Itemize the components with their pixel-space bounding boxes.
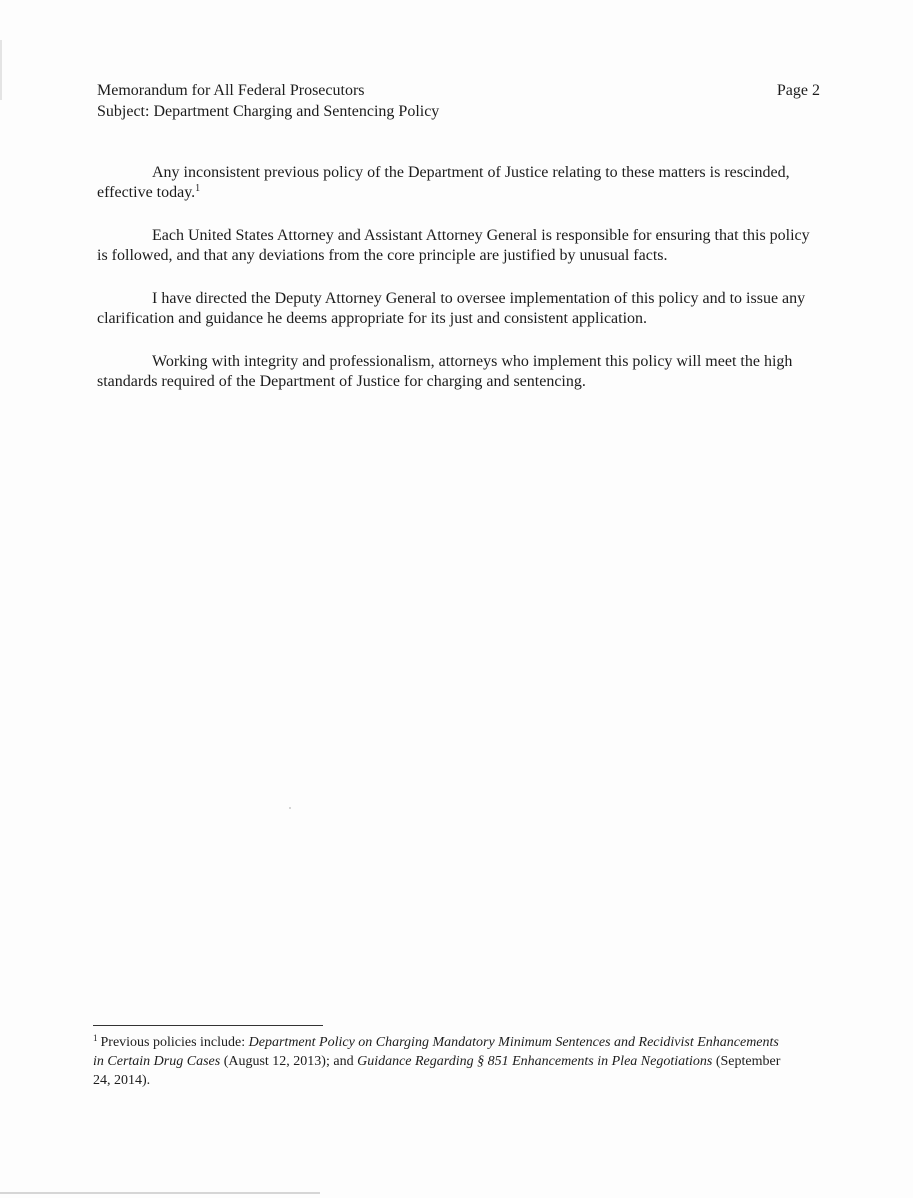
paragraph-text: Any inconsistent previous policy of the Department of Justice relating to these matters is rescinded, effective today. [97,164,790,201]
footnote-number: 1 [93,1033,98,1043]
paragraph-rescinded-policy [97,163,820,203]
paragraph-integrity [97,352,820,392]
footnote-title-2: Guidance Regarding § 851 Enhancements in Plea Negotiations [357,1054,713,1069]
paragraph-text: I have directed the Deputy Attorney General to oversee implementation of this policy and to issue any clarification and guidance he deems appropriate for its just and consistent application. [97,290,806,327]
memo-body [97,163,820,415]
paragraph-text: Each United States Attorney and Assistant Attorney General is responsible for ensuring that this policy is followed, and that any deviations from the core principle are justified by unusual facts. [97,227,810,264]
footnote-reference: 1 [195,183,201,194]
memo-header-left [97,80,439,122]
footnote-title-1: Department Policy on Charging Mandatory Minimum Sentences and Recidivist Enhancements in Certain Drug Cases [93,1035,779,1069]
memo-subject-line: Subject: Department Charging and Sentencing Policy [97,103,440,120]
page-number: Page 2 [776,82,820,99]
scan-speck [289,807,291,809]
footnote-divider [93,1025,323,1026]
footnote [93,1033,793,1090]
scan-bottom-edge [0,1192,320,1194]
footnote-date-2: (September 24, 2014). [93,1054,781,1088]
memo-recipient-line: Memorandum for All Federal Prosecutors [97,82,365,99]
paragraph-text: Working with integrity and professionalism, attorneys who implement this policy will meet the high standards required of the Department of Justice for charging and sentencing. [97,353,793,390]
footnote-date-1: (August 12, 2013); and [220,1054,358,1069]
paragraph-deputy-oversight [97,289,820,329]
scan-edge-mark [0,40,2,100]
paragraph-responsibility [97,226,820,266]
footnote-intro: Previous policies include: [100,1035,249,1050]
memo-header [97,80,820,122]
